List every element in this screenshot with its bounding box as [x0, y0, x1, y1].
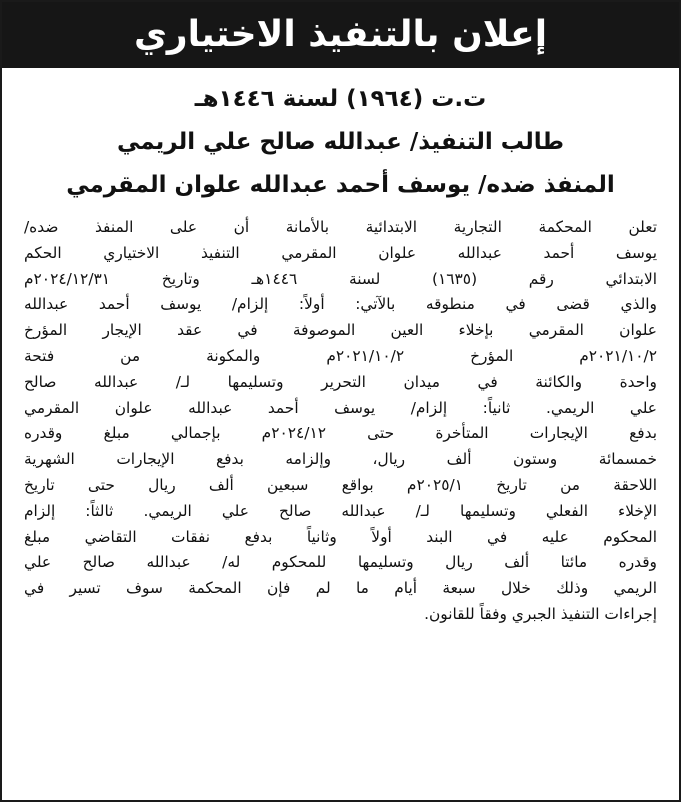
- body-line: الابتدائي رقم (١٦٣٥) لسنة ١٤٤٦هـ وتاريخ ٢٠٢٤/١٢/٣١م: [24, 269, 657, 288]
- body-line: المحكوم عليه في البند أولاً وثانياً بدفع نفقات التقاضي مبلغ: [24, 527, 657, 546]
- body-line: إجراءات التنفيذ الجبري وفقاً للقانون.: [424, 604, 657, 623]
- notice-body: [24, 215, 657, 628]
- notice-banner-title: إعلان بالتنفيذ الاختياري: [2, 2, 679, 68]
- case-number: ت.ت (١٩٦٤) لسنة ١٤٤٦هـ: [194, 86, 487, 112]
- body-line: الإخلاء الفعلي وتسليمها لـ/ عبدالله صالح علي الريمي. ثالثاً: إلزام: [24, 501, 657, 520]
- execution-applicant: طالب التنفيذ/ عبدالله صالح علي الريمي: [116, 129, 565, 155]
- body-line: يوسف أحمد عبدالله علوان المقرمي التنفيذ الاختياري الحكم: [24, 243, 657, 262]
- body-line: اللاحقة من تاريخ ٢٠٢٥/١م بواقع سبعين ألف ريال حتى تاريخ: [24, 475, 657, 494]
- body-line: علوان المقرمي بإخلاء العين الموصوفة في عقد الإيجار المؤرخ: [24, 321, 657, 340]
- body-line: خمسمائة وستون ألف ريال، وإلزامه بدفع الإيجارات الشهرية: [24, 450, 657, 469]
- body-line: والذي قضى في منطوقه بالآتي: أولاً: إلزام/ يوسف أحمد عبدالله: [24, 295, 657, 314]
- body-line: ٢٠٢١/١٠/٢م المؤرخ ٢٠٢١/١٠/٢م والمكونة من فتحة: [24, 346, 657, 365]
- execution-respondent: المنفذ ضده/ يوسف أحمد عبدالله علوان المقرمي: [66, 172, 615, 198]
- body-line: واحدة والكائنة في ميدان التحرير وتسليمها لـ/ عبدالله صالح: [24, 372, 657, 391]
- body-line: علي الريمي. ثانياً: إلزام/ يوسف أحمد عبدالله علوان المقرمي: [24, 398, 657, 417]
- body-line: الريمي وذلك خلال سبعة أيام ما لم فإن المحكمة سوف تسير في: [24, 579, 657, 598]
- body-line: بدفع الإيجارات المتأخرة حتى ٢٠٢٤/١٢م بإجمالي مبلغ وقدره: [24, 424, 657, 443]
- body-line: وقدره مائتا ألف ريال وتسليمها للمحكوم له/ عبدالله صالح علي: [24, 553, 657, 572]
- body-line: تعلن المحكمة التجارية الابتدائية بالأمانة أن على المنفذ ضده/: [24, 218, 657, 236]
